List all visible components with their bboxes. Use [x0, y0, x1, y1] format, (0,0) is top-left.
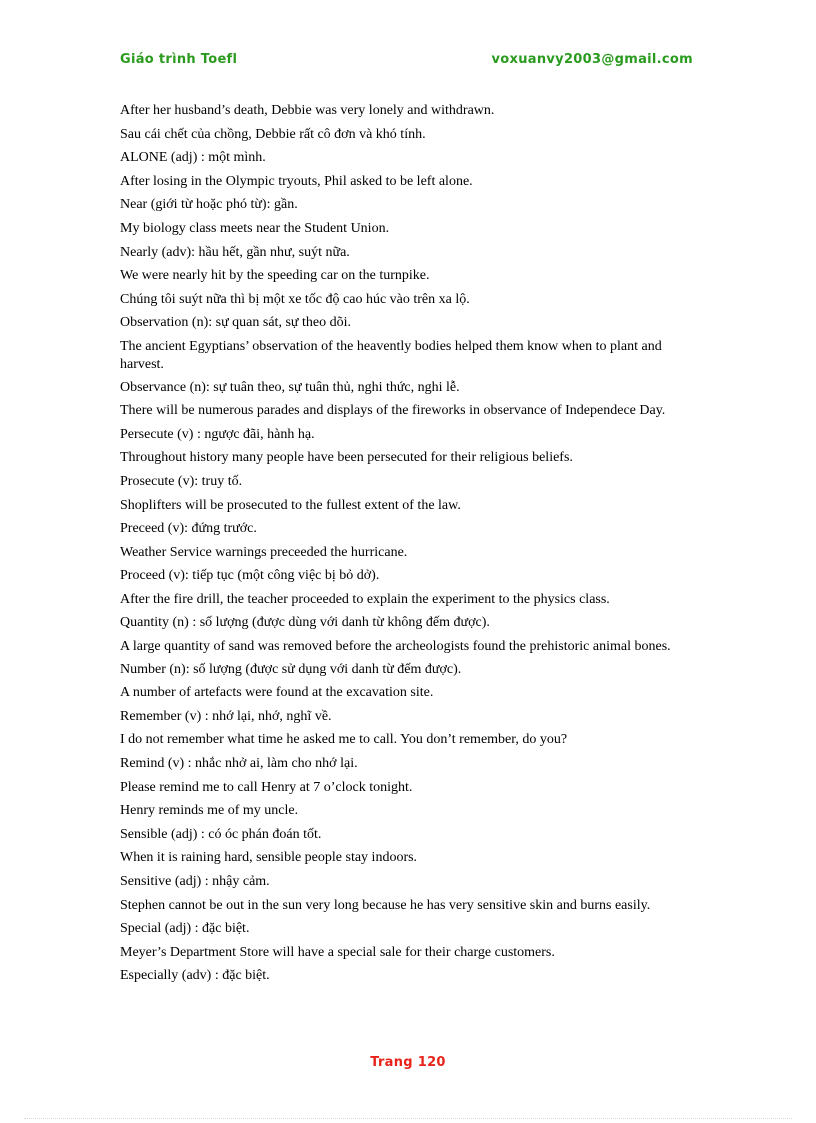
text-line: Near (giới từ hoặc phó từ): gần.	[120, 197, 298, 213]
text-line: I do not remember what time he asked me to call. You don’t remember, do you?	[120, 732, 568, 748]
text-line: Nearly (adv): hầu hết, gần như, suýt nữa.	[120, 244, 350, 260]
text-line: Remind (v) : nhắc nhở ai, làm cho nhớ lại.	[120, 756, 358, 772]
text-line: The ancient Egyptians’ observation of the heavently bodies helped them know when to plant and harvest.	[120, 338, 662, 372]
text-line: ALONE (adj) : một mình.	[120, 150, 266, 166]
text-line: We were nearly hit by the speeding car on the turnpike.	[120, 268, 430, 284]
text-line: Observation (n): sự quan sát, sự theo dõi.	[120, 315, 351, 331]
text-line: After losing in the Olympic tryouts, Phil asked to be left alone.	[120, 173, 473, 189]
text-line: Sensitive (adj) : nhậy cảm.	[120, 874, 270, 889]
text-line: There will be numerous parades and displays of the fireworks in observance of Independece Day.	[120, 403, 666, 419]
text-line: Sensible (adj) : có óc phán đoán tốt.	[120, 826, 322, 842]
text-line: Please remind me to call Henry at 7 o’clock tonight.	[120, 779, 413, 795]
text-line: A large quantity of sand was removed before the archeologists found the prehistoric animal bones.	[120, 639, 671, 655]
text-line: Sau cái chết của chồng, Debbie rất cô đơn và khó tính.	[120, 126, 426, 142]
text-line: Meyer’s Department Store will have a special sale for their charge customers.	[120, 944, 555, 960]
header-email: voxuanvy2003@gmail.com	[491, 52, 693, 67]
page-header	[120, 52, 693, 70]
text-line: A number of artefacts were found at the excavation site.	[120, 685, 434, 701]
text-line: Shoplifters will be prosecuted to the fullest extent of the law.	[120, 497, 461, 513]
text-line: Proceed (v): tiếp tục (một công việc bị bỏ dở).	[120, 568, 380, 584]
text-line: Special (adj) : đặc biệt.	[120, 921, 250, 937]
text-line: Chúng tôi suýt nữa thì bị một xe tốc độ cao húc vào trên xa lộ.	[120, 291, 470, 307]
text-line: Henry reminds me of my uncle.	[120, 803, 299, 819]
text-line: Especially (adv) : đặc biệt.	[120, 968, 270, 984]
text-line: My biology class meets near the Student Union.	[120, 220, 390, 236]
text-line: When it is raining hard, sensible people stay indoors.	[120, 850, 418, 866]
text-line: Weather Service warnings preceeded the hurricane.	[120, 544, 408, 560]
page-number: Trang 120	[370, 1055, 446, 1070]
text-line: Quantity (n) : số lượng (được dùng với danh từ không đếm được).	[120, 615, 490, 631]
text-line: After her husband’s death, Debbie was very lonely and withdrawn.	[120, 103, 495, 118]
text-line: Observance (n): sự tuân theo, sự tuân thủ, nghi thức, nghi lễ.	[120, 379, 460, 395]
header-title: Giáo trình Toefl	[120, 52, 238, 67]
text-line: Number (n): số lượng (được sử dụng với danh từ đếm được).	[120, 661, 462, 677]
text-line: Stephen cannot be out in the sun very long because he has very sensitive skin and burns easily.	[120, 897, 651, 913]
text-line: Remember (v) : nhớ lại, nhớ, nghĩ về.	[120, 708, 332, 724]
text-line: Throughout history many people have been persecuted for their religious beliefs.	[120, 450, 573, 466]
body-text	[120, 102, 700, 991]
page-bottom-divider	[24, 1118, 792, 1119]
text-line: After the fire drill, the teacher proceeded to explain the experiment to the physics class.	[120, 591, 610, 607]
text-line: Preceed (v): đứng trước.	[120, 521, 257, 537]
text-line: Prosecute (v): truy tố.	[120, 473, 243, 489]
text-line: Persecute (v) : ngược đãi, hành hạ.	[120, 426, 315, 442]
